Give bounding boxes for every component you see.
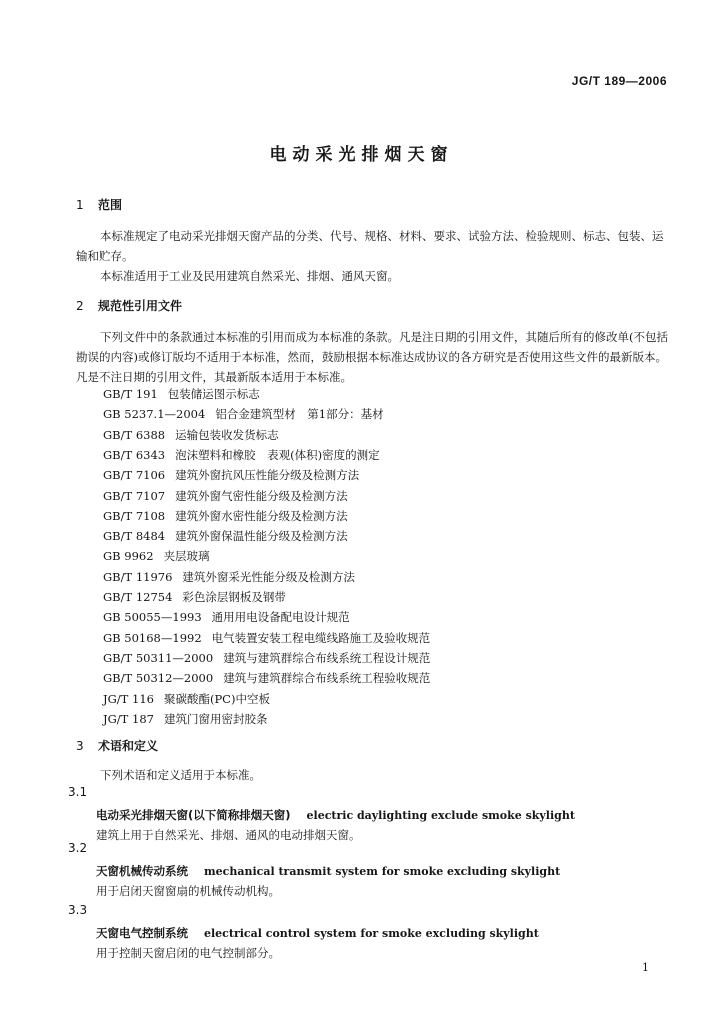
- reference-code: GB 50168—1992: [103, 630, 202, 645]
- standard-code: JG/T 189—2006: [571, 74, 667, 88]
- section-3-heading: [76, 737, 158, 754]
- reference-code: GB/T 8484: [103, 529, 166, 544]
- reference-title: 铝合金建筑型材 第1部分：基材: [215, 407, 384, 422]
- reference-item: [103, 488, 348, 504]
- reference-title: 夹层玻璃: [163, 549, 210, 564]
- section-number: 3: [76, 739, 84, 753]
- section-number: 2: [76, 299, 84, 313]
- reference-code: GB/T 6343: [103, 447, 166, 462]
- term-definition: 用于控制天窗启闭的电气控制部分。: [96, 946, 280, 960]
- section-title: 规范性引用文件: [98, 299, 183, 313]
- term-english: electrical control system for smoke excluding skylight: [204, 927, 539, 940]
- reference-title: 聚碳酸酯(PC)中空板: [163, 691, 270, 706]
- reference-item: [103, 508, 348, 524]
- term-number: 3.3: [68, 903, 88, 917]
- reference-item: [103, 691, 270, 707]
- section-1-paragraph-1: 本标准规定了电动采光排烟天窗产品的分类、代号、规格、材料、要求、试验方法、检验规则、标志、包装、运输和贮存。: [76, 229, 664, 263]
- reference-title: 通用用电设备配电设计规范: [211, 610, 350, 625]
- section-title: 术语和定义: [98, 739, 159, 753]
- reference-item: [103, 467, 359, 483]
- reference-item: [103, 589, 286, 605]
- reference-title: 建筑外窗保温性能分级及检测方法: [175, 529, 348, 544]
- reference-title: 包装储运图示标志: [167, 387, 260, 401]
- section-1-heading: [76, 196, 122, 213]
- term-number: 3.1: [68, 785, 88, 799]
- reference-code: GB/T 12754: [103, 590, 173, 604]
- reference-title: 电气装置安装工程电缆线路施工及验收规范: [211, 630, 431, 645]
- term-entry: [96, 863, 560, 879]
- reference-title: 运输包装收发货标志: [175, 427, 279, 442]
- reference-item: [103, 386, 260, 402]
- reference-code: GB/T 11976: [103, 569, 173, 584]
- term-entry: [96, 925, 539, 941]
- page-number: 1: [642, 961, 649, 974]
- reference-item: [103, 711, 267, 727]
- reference-code: GB 5237.1—2004: [103, 407, 206, 422]
- reference-code: JG/T 116: [103, 691, 154, 706]
- reference-item: [103, 427, 279, 443]
- reference-item: [103, 406, 384, 422]
- reference-title: 建筑门窗用密封胶条: [163, 711, 268, 726]
- section-title: 范围: [98, 198, 123, 212]
- reference-code: GB/T 50311—2000: [103, 650, 214, 665]
- reference-title: 建筑外窗水密性能分级及检测方法: [175, 508, 348, 523]
- reference-title: 泡沫塑料和橡胶 表观(体积)密度的测定: [175, 447, 380, 462]
- term-definition: 建筑上用于自然采光、排烟、通风的电动排烟天窗。: [96, 828, 361, 842]
- reference-title: 建筑外窗气密性能分级及检测方法: [175, 488, 348, 503]
- reference-item: [103, 447, 380, 463]
- reference-code: GB/T 191: [103, 387, 158, 401]
- term-chinese: 天窗机械传动系统: [96, 864, 188, 878]
- document-title: 电动采光排烟天窗: [269, 145, 454, 165]
- reference-title: 建筑与建筑群综合布线系统工程设计规范: [223, 650, 431, 665]
- term-chinese: 天窗电气控制系统: [96, 926, 188, 940]
- section-3-intro: 下列术语和定义适用于本标准。: [100, 768, 261, 782]
- section-1-paragraph-2: 本标准适用于工业及民用建筑自然采光、排烟、通风天窗。: [100, 269, 399, 283]
- reference-title: 彩色涂层钢板及钢带: [182, 590, 286, 604]
- term-definition: 用于启闭天窗窗扇的机械传动机构。: [96, 884, 280, 898]
- reference-code: GB/T 6388: [103, 427, 166, 442]
- reference-item: [103, 670, 430, 686]
- reference-title: 建筑外窗抗风压性能分级及检测方法: [175, 468, 360, 483]
- reference-code: GB 9962: [103, 549, 154, 564]
- reference-code: GB/T 50312—2000: [103, 671, 214, 686]
- reference-item: [103, 548, 210, 564]
- term-english: electric daylighting exclude smoke skylight: [306, 809, 575, 822]
- reference-item: [103, 650, 430, 666]
- reference-item: [103, 569, 355, 585]
- term-number: 3.2: [68, 841, 88, 855]
- reference-code: GB/T 7108: [103, 508, 166, 523]
- reference-title: 建筑与建筑群综合布线系统工程验收规范: [223, 671, 431, 686]
- term-english: mechanical transmit system for smoke excluding skylight: [204, 865, 561, 878]
- section-number: 1: [76, 198, 84, 212]
- reference-code: GB/T 7106: [103, 468, 166, 483]
- reference-title: 建筑外窗采光性能分级及检测方法: [182, 569, 355, 584]
- section-2-paragraph-1: 下列文件中的条款通过本标准的引用而成为本标准的条款。凡是注日期的引用文件，其随后所有的修改单(不包括勘误的内容)或修订版均不适用于本标准，然而，鼓励根据本标准达成协议的各方研究是否使用这些文件的最新版本。凡是不注日期的引用文件，其最新版本适用于本标准。: [76, 330, 668, 384]
- term-chinese: 电动采光排烟天窗(以下简称排烟天窗): [96, 808, 291, 822]
- section-2-heading: [76, 297, 182, 314]
- reference-code: JG/T 187: [103, 711, 154, 726]
- reference-item: [103, 528, 348, 544]
- reference-code: GB 50055—1993: [103, 610, 202, 625]
- reference-item: [103, 630, 430, 646]
- reference-item: [103, 609, 350, 625]
- term-entry: [96, 807, 575, 823]
- reference-code: GB/T 7107: [103, 488, 166, 503]
